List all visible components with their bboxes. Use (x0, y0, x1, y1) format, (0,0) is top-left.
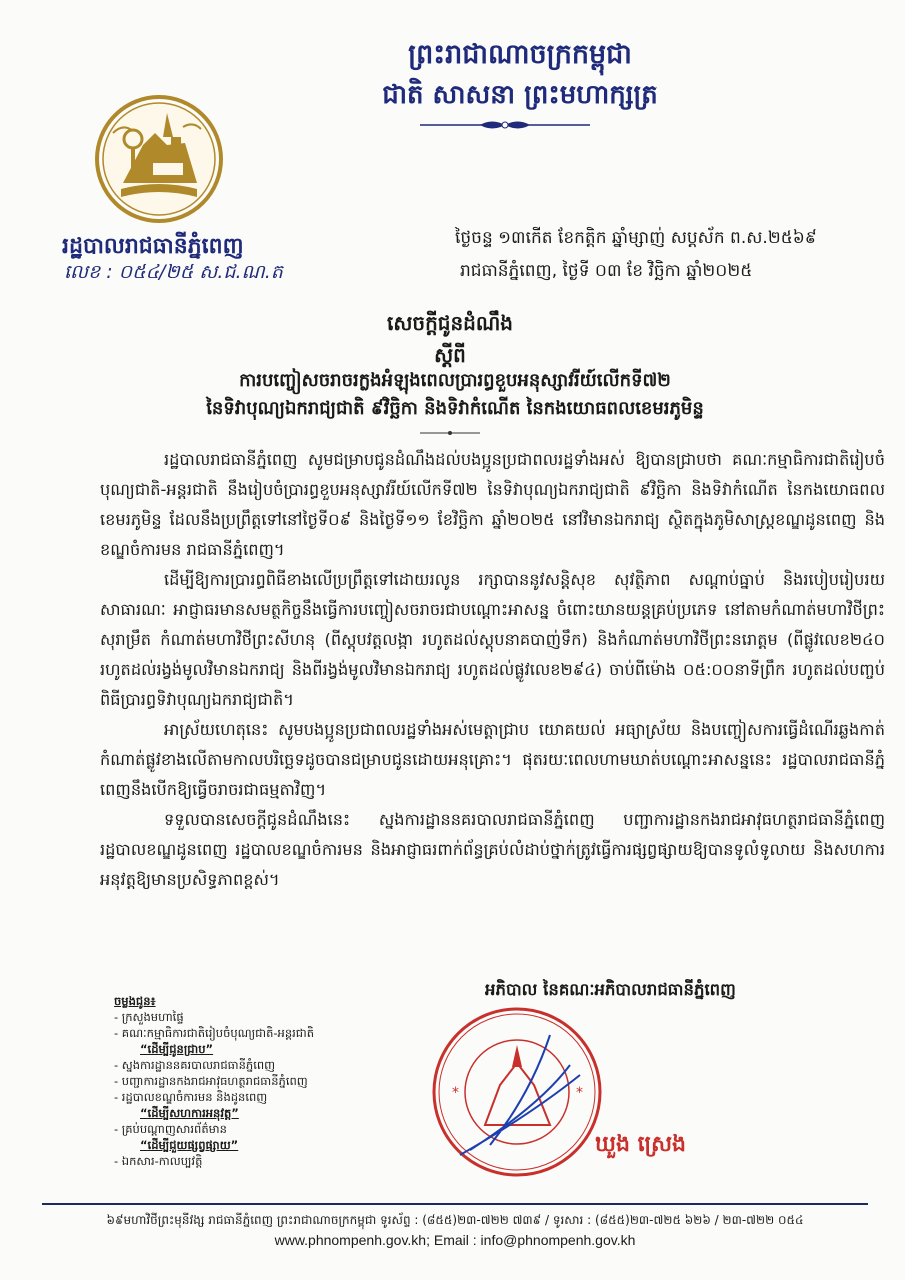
notice-title: សេចក្តីជូនដំណឹង (387, 311, 513, 335)
document-date: រាជធានីភ្នំពេញ, ថ្ងៃទី ០៣ ខែ វិច្ឆិកា ឆ្នាំ២០២៥ (460, 261, 753, 281)
body-paragraph-4: ទទួលបានសេចក្តីជូនដំណឹងនេះ ស្នងការដ្ឋាននគរបាលរាជធានីភ្នំពេញ បញ្ជាការដ្ឋានកងរាជអាវុធហត្ថរាជធានីភ្នំពេញ រដ្ឋបាលខណ្ឌដូនពេញ រដ្ឋបាលខណ្ឌចំការមន និងអាជ្ញាធរពាក់ព័ន្ធគ្រប់លំដាប់ថ្នាក់ត្រូវធ្វើការផ្សព្វផ្សាយឱ្យបានទូលំទូលាយ និងសហការអនុវត្តឱ្យមានប្រសិទ្ធភាពខ្ពស់។ (100, 810, 885, 889)
reference-number: លេខ : ០៥៤/២៥ ស.ជ.ណ.ត (64, 261, 283, 283)
subject-line-1: ការបញ្ចៀសចរាចរក្លងអំឡុងពេលប្រារព្ធខួបអនុស្សាវរីយ៍លើកទី៧២ (239, 370, 671, 391)
body-paragraph-2: ដើម្បីឱ្យការប្រារព្ធពិធីខាងលើប្រព្រឹត្តទៅដោយរលូន រក្សាបាននូវសន្តិសុខ សុវត្ថិភាព សណ្តាប់ធ្នាប់ និងរបៀបរៀបរយសាធារណៈ អាជ្ញាធរមានសមត្ថកិច្ចនឹងធ្វើការបញ្ចៀសចរាចរជាបណ្តោះអាសន្ន ចំពោះយានយន្តគ្រប់ប្រភេទ នៅតាមកំណាត់មហាវិថីព្រះសុរាម្រឹត កំណាត់មហាវិថីព្រះសីហនុ (ពីស្តុបវត្តលង្កា រហូតដល់ស្តុបនាគបាញ់ទឹក) និងកំណាត់មហាវិថីព្រះនរោត្តម (ពីផ្លូវលេខ២៤០ រហូតដល់រង្វង់មូលវិមានឯករាជ្យ និងពីរង្វង់មូលវិមានឯករាជ្យ រហូតដល់ផ្លូវលេខ២៩៤) ចាប់ពីម៉ោង ០៥:០០នាទីព្រឹក រហូតដល់បញ្ចប់ពិធីប្រារព្ធទិវាបុណ្យឯករាជ្យជាតិ។ (100, 570, 885, 709)
signatory-title: អភិបាល នៃគណៈអភិបាលរាជធានីភ្នំពេញ (485, 980, 736, 999)
footer-web-email: www.phnompenh.gov.kh; Email : info@phnompenh.gov.kh (274, 1232, 636, 1248)
distribution-item: - ស្នងការដ្ឋាននគរបាលរាជធានីភ្នំពេញ (114, 1058, 276, 1072)
lunar-date: ថ្ងៃចន្ទ ១៣កើត ខែកត្តិក ឆ្នាំម្សាញ់ សប្តស័ក ព.ស.២៥៦៩ (455, 228, 817, 248)
official-seal-icon (430, 1005, 605, 1180)
small-divider-icon (420, 430, 480, 436)
distribution-purpose: “ដើម្បីជូនជ្រាប” (140, 1042, 214, 1056)
svg-text:*: * (576, 1085, 583, 1101)
distribution-heading: ចម្លងជូន៖ (114, 994, 156, 1008)
signatory-name: ឃួង ស្រេង (595, 1132, 687, 1157)
svg-text:*: * (452, 1085, 459, 1101)
distribution-item: - ក្រសួងមហាផ្ទៃ (114, 1010, 184, 1024)
distribution-list (114, 993, 314, 1169)
distribution-purpose: “ដើម្បីសហការអនុវត្ត” (140, 1106, 239, 1120)
organization-name: រដ្ឋបាលរាជធានីភ្នំពេញ (62, 234, 244, 259)
distribution-purpose: “ដើម្បីជួយផ្សព្វផ្សាយ” (140, 1138, 239, 1152)
distribution-item: - បញ្ជាការដ្ឋានកងរាជអាវុធហត្ថរាជធានីភ្នំពេញ (114, 1074, 308, 1088)
motto-heading: ជាតិ សាសនា ព្រះមហាក្សត្រ (382, 80, 658, 110)
phnom-penh-emblem-icon (93, 93, 225, 225)
distribution-item: - ឯកសារ-កាលប្បវត្តិ (114, 1154, 203, 1168)
footer-address: ៦៩មហាវិថីព្រះមុនីវង្ស រាជធានីភ្នំពេញ ព្រះរាជាណាចក្រកម្ពុជា ទូរស័ព្ទ : (៨៥៥)២៣-៧២២ ៧៣៩ / ទូរសារ : (៨៥៥)២៣-៧២៥ ៦២៦ / ២៣-៧២២ ០៥៤ (106, 1213, 804, 1227)
body-paragraph-1: រដ្ឋបាលរាជធានីភ្នំពេញ សូមជម្រាបជូនដំណឹងដល់បងប្អូនប្រជាពលរដ្ឋទាំងអស់ ឱ្យបានជ្រាបថា គណៈកម្មាធិការជាតិរៀបចំបុណ្យជាតិ-អន្តរជាតិ នឹងរៀបចំប្រារព្ធខួបអនុស្សាវរីយ៍លើកទី៧២ នៃទិវាបុណ្យឯករាជ្យជាតិ ៩វិច្ឆិកា និងទិវាកំណើត នៃកងយោធពលខេមរភូមិន្ទ ដែលនឹងប្រព្រឹត្តទៅនៅថ្ងៃទី០៩ និងថ្ងៃទី១១ ខែវិច្ឆិកា ឆ្នាំ២០២៥ នៅវិមានឯករាជ្យ ស្ថិតក្នុងភូមិសាស្ត្រខណ្ឌដូនពេញ និងខណ្ឌចំការមន រាជធានីភ្នំពេញ។ (100, 450, 885, 559)
distribution-item: - រដ្ឋបាលខណ្ឌចំការមន និងដូនពេញ (114, 1090, 268, 1104)
kingdom-heading: ព្រះរាជាណាចក្រកម្ពុជា (408, 39, 632, 70)
footer-divider (42, 1203, 868, 1205)
distribution-item: - គ្រប់បណ្តាញសារព័ត៌មាន (114, 1122, 227, 1136)
flourish-ornament-icon (420, 118, 590, 132)
body-paragraph-3: អាស្រ័យហេតុនេះ សូមបងប្អូនប្រជាពលរដ្ឋទាំងអស់មេត្តាជ្រាប យោគយល់ អធ្យាស្រ័យ និងបញ្ចៀសការធ្វើដំណើរឆ្លងកាត់កំណាត់ផ្លូវខាងលើតាមកាលបរិច្ឆេទដូចបានជម្រាបជូនដោយអនុគ្រោះ។ ផុតរយៈពេលហាមឃាត់បណ្តោះអាសន្ននេះ រដ្ឋបាលរាជធានីភ្នំពេញនឹងបើកឱ្យធ្វើចរាចរជាធម្មតាវិញ។ (100, 720, 885, 799)
regarding-label: ស្តីពី (434, 343, 466, 367)
subject-line-2: នៃទិវាបុណ្យឯករាជ្យជាតិ ៩វិច្ឆិកា និងទិវាកំណើត នៃកងយោធពលខេមរភូមិន្ទ (206, 398, 704, 419)
notice-body (100, 445, 885, 895)
distribution-item: - គណៈកម្មាធិការជាតិរៀបចំបុណ្យជាតិ-អន្តរជាតិ (114, 1026, 315, 1040)
